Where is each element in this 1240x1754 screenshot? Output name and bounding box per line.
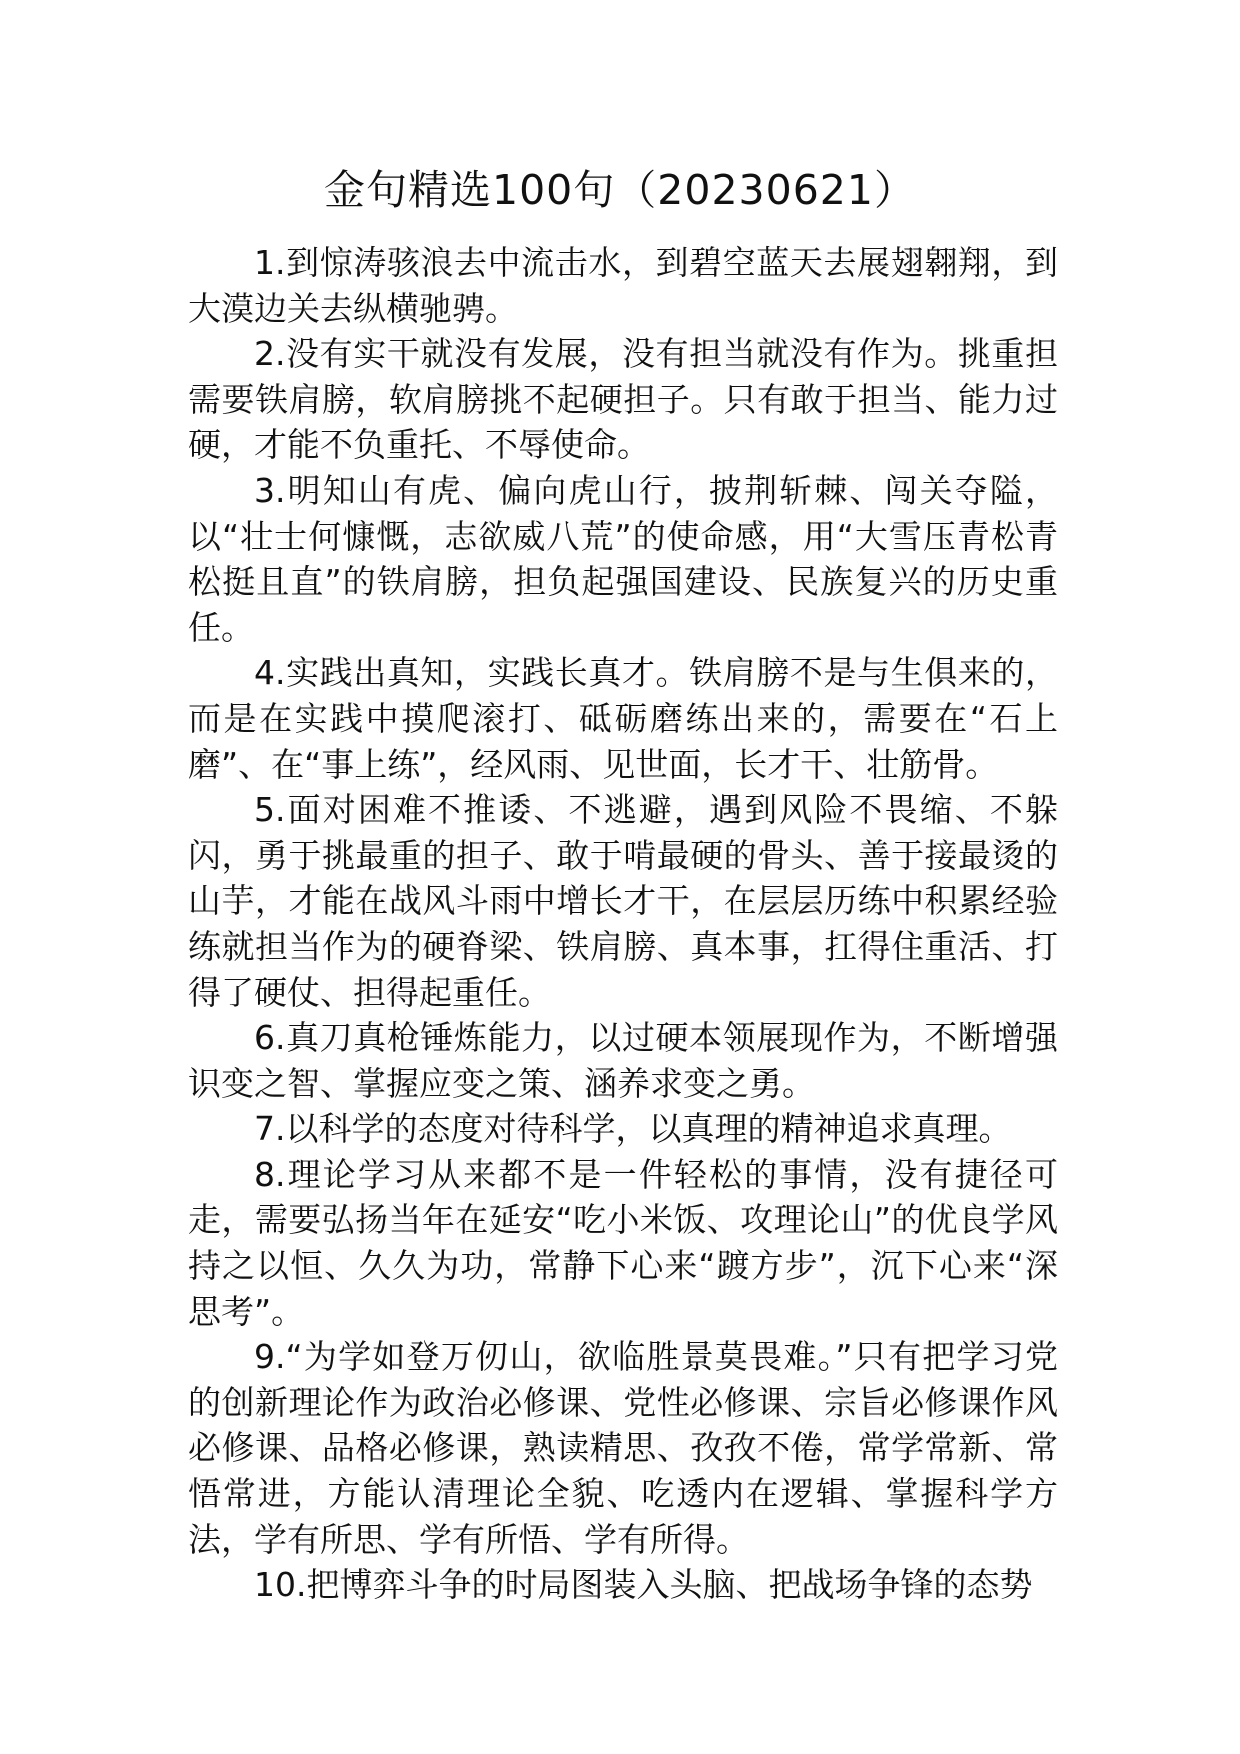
paragraph-5: 5.面对困难不推诿、不逃避，遇到风险不畏缩、不躲闪，勇于挑最重的担子、敢于啃最硬的骨头、善于接最烫的山芋，才能在战风斗雨中增长才干，在层层历练中积累经验练就担当作为的硬脊梁、铁肩膀、真本事，扛得住重活、打得了硬仗、担得起重任。 [188,790,1058,1012]
paragraph-6: 6.真刀真枪锤炼能力，以过硬本领展现作为，不断增强识变之智、掌握应变之策、涵养求变之勇。 [188,1018,1058,1103]
paragraph-10: 10.把博弈斗争的时局图装入头脑、把战场争锋的态势 [254,1565,1033,1605]
paragraph-9: 9.“为学如登万仞山，欲临胜景莫畏难。”只有把学习党的创新理论作为政治必修课、党性必修课、宗旨必修课作风必修课、品格必修课，熟读精思、孜孜不倦，常学常新、常悟常进，方能认清理论全貌、吃透内在逻辑、掌握科学方法，学有所思、学有所悟、学有所得。 [188,1337,1058,1559]
paragraph-3: 3.明知山有虎、偏向虎山行，披荆斩棘、闯关夺隘，以“壮士何慷慨，志欲威八荒”的使命感，用“大雪压青松青松挺且直”的铁肩膀，担负起强国建设、民族复兴的历史重任。 [188,470,1058,647]
document-body [188,240,1058,1608]
paragraph-7: 7.以科学的态度对待科学，以真理的精神追求真理。 [254,1109,1012,1149]
paragraph-2: 2.没有实干就没有发展，没有担当就没有作为。挑重担需要铁肩膀，软肩膀挑不起硬担子。只有敢于担当、能力过硬，才能不负重托、不辱使命。 [188,334,1058,465]
document-title: 金句精选100句（20230621） [324,166,916,214]
paragraph-1: 1.到惊涛骇浪去中流击水，到碧空蓝天去展翅翱翔，到大漠边关去纵横驰骋。 [188,243,1058,328]
paragraph-8: 8.理论学习从来都不是一件轻松的事情，没有捷径可走，需要弘扬当年在延安“吃小米饭、攻理论山”的优良学风持之以恒、久久为功，常静下心来“踱方步”，沉下心来“深思考”。 [188,1154,1058,1331]
paragraph-4: 4.实践出真知，实践长真才。铁肩膀不是与生俱来的，而是在实践中摸爬滚打、砥砺磨练出来的，需要在“石上磨”、在“事上练”，经风雨、见世面，长才干、壮筋骨。 [188,653,1058,784]
